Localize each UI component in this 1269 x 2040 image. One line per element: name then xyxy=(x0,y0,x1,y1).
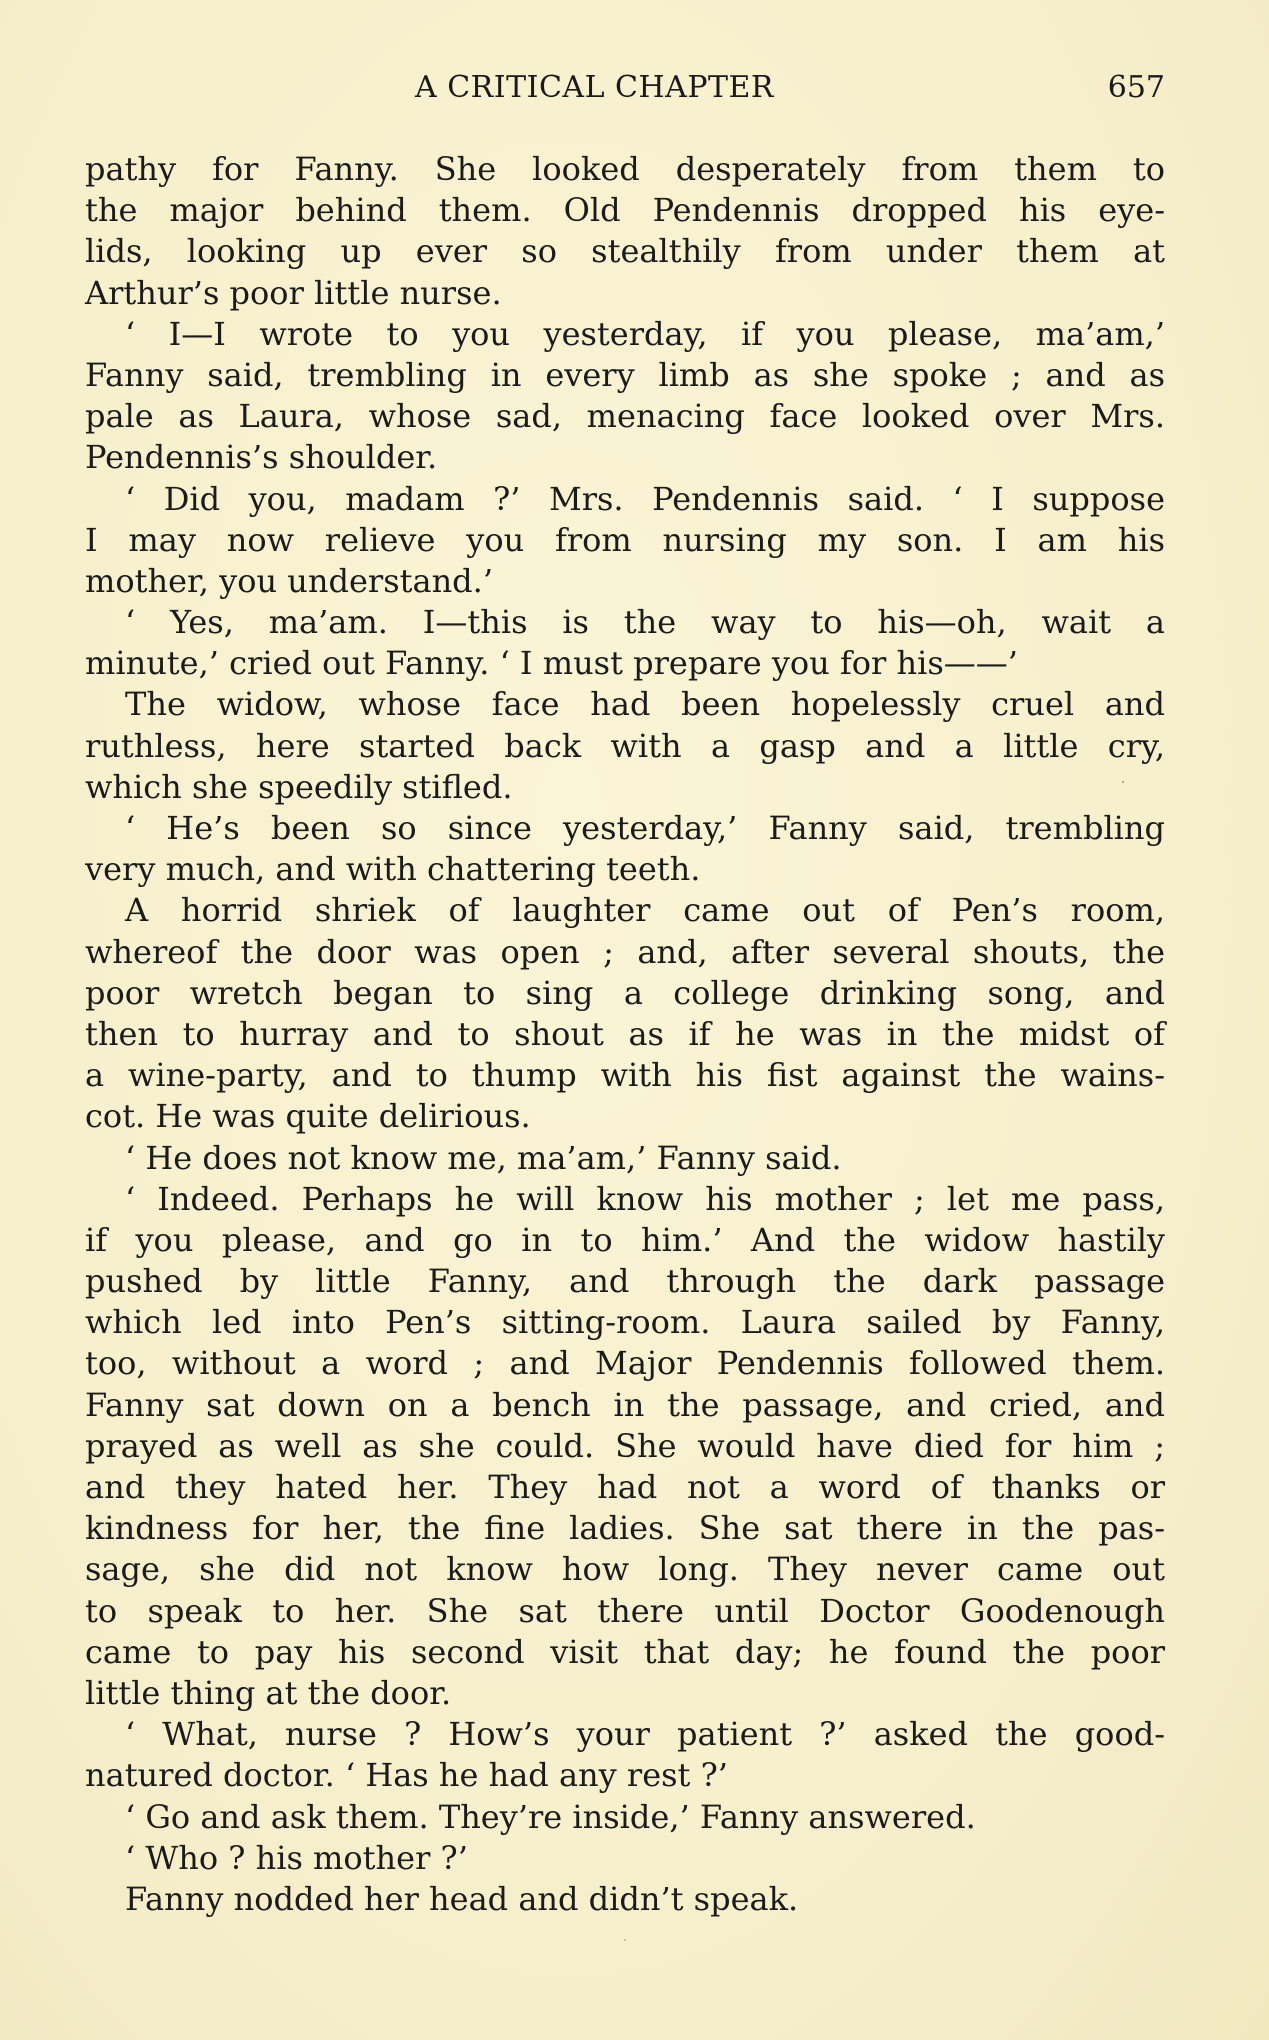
text-line: ‘ What, nurse ? How’s your patient ?’ asked the good- xyxy=(125,1715,1165,1754)
text-line: ‘ He’s been so since yesterday,’ Fanny said, trembling xyxy=(125,809,1165,847)
text-line: lids, looking up ever so stealthily from under them at xyxy=(85,232,1165,271)
text-line: cot. He was quite delirious. xyxy=(85,1097,531,1136)
text-line: came to pay his second visit that day; he found the poor xyxy=(85,1632,1165,1671)
text-line: Fanny said, trembling in every limb as she spoke ; and as xyxy=(85,355,1165,394)
text-line: pushed by little Fanny, and through the dark passage xyxy=(85,1262,1165,1301)
text-line: A horrid shriek of laughter came out of Pen’s room, xyxy=(125,891,1165,930)
text-line: whereof the door was open ; and, after several shouts, the xyxy=(85,932,1165,971)
text-line: little thing at the door. xyxy=(85,1673,452,1712)
text-line: prayed as well as she could. She would have died for him ; xyxy=(85,1426,1165,1465)
text-line: natured doctor. ‘ Has he had any rest ?’ xyxy=(85,1756,728,1795)
text-line: ‘ Yes, ma’am. I—this is the way to his—oh, wait a xyxy=(125,603,1165,642)
text-line: too, without a word ; and Major Pendennis followed them. xyxy=(85,1344,1165,1383)
text-line: ‘ Did you, madam ?’ Mrs. Pendennis said. ‘ I suppose xyxy=(125,479,1165,518)
text-line: kindness for her, the fine ladies. She sat there in the pas- xyxy=(85,1509,1165,1548)
text-line: ‘ He does not know me, ma’am,’ Fanny said. xyxy=(125,1138,842,1177)
text-line: poor wretch began to sing a college drinking song, and xyxy=(85,973,1165,1012)
text-line: sage, she did not know how long. They never came out xyxy=(85,1550,1165,1589)
page-number: 657 xyxy=(1107,70,1165,105)
text-line: mother, you understand.’ xyxy=(85,561,493,600)
text-line: very much, and with chattering teeth. xyxy=(85,850,701,889)
text-line: then to hurray and to shout as if he was in the midst of xyxy=(85,1014,1165,1053)
text-line: Fanny nodded her head and didn’t speak. xyxy=(125,1879,799,1918)
text-line: to speak to her. She sat there until Doctor Goodenough xyxy=(85,1591,1165,1630)
text-line: which she speedily stifled. xyxy=(85,767,513,806)
text-line: if you please, and go in to him.’ And the widow hastily xyxy=(85,1220,1165,1259)
chapter-title: A CRITICAL CHAPTER xyxy=(415,70,774,105)
text-line: pathy for Fanny. She looked desperately from them to xyxy=(85,150,1165,188)
text-line: I may now relieve you from nursing my son. I am his xyxy=(85,520,1165,559)
text-line: Fanny sat down on a bench in the passage, and cried, and xyxy=(85,1385,1165,1424)
text-line: Arthur’s poor little nurse. xyxy=(85,273,502,312)
text-line: ‘ Go and ask them. They’re inside,’ Fanny answered. xyxy=(125,1797,976,1836)
text-line: the major behind them. Old Pendennis dropped his eye- xyxy=(85,191,1165,230)
text-line: which led into Pen’s sitting-room. Laura sailed by Fanny, xyxy=(85,1303,1165,1342)
text-line: minute,’ cried out Fanny. ‘ I must prepare you for his——’ xyxy=(85,644,1018,683)
text-line: Pendennis’s shoulder. xyxy=(85,438,438,477)
body-text xyxy=(85,149,1165,1920)
text-line: ruthless, here started back with a gasp and a little cry, xyxy=(85,726,1165,765)
text-line: ‘ Indeed. Perhaps he will know his mother ; let me pass, xyxy=(125,1179,1165,1218)
running-head xyxy=(85,70,1165,110)
paper-speck xyxy=(624,1939,626,1941)
text-line: The widow, whose face had been hopelessly cruel and xyxy=(125,685,1165,724)
text-line: pale as Laura, whose sad, menacing face looked over Mrs. xyxy=(85,397,1165,436)
text-line: a wine-party, and to thump with his fist against the wains- xyxy=(85,1056,1165,1095)
text-line: ‘ I—I wrote to you yesterday, if you please, ma’am,’ xyxy=(125,314,1165,353)
text-line: ‘ Who ? his mother ?’ xyxy=(125,1838,468,1877)
text-line: and they hated her. They had not a word of thanks or xyxy=(85,1468,1165,1506)
